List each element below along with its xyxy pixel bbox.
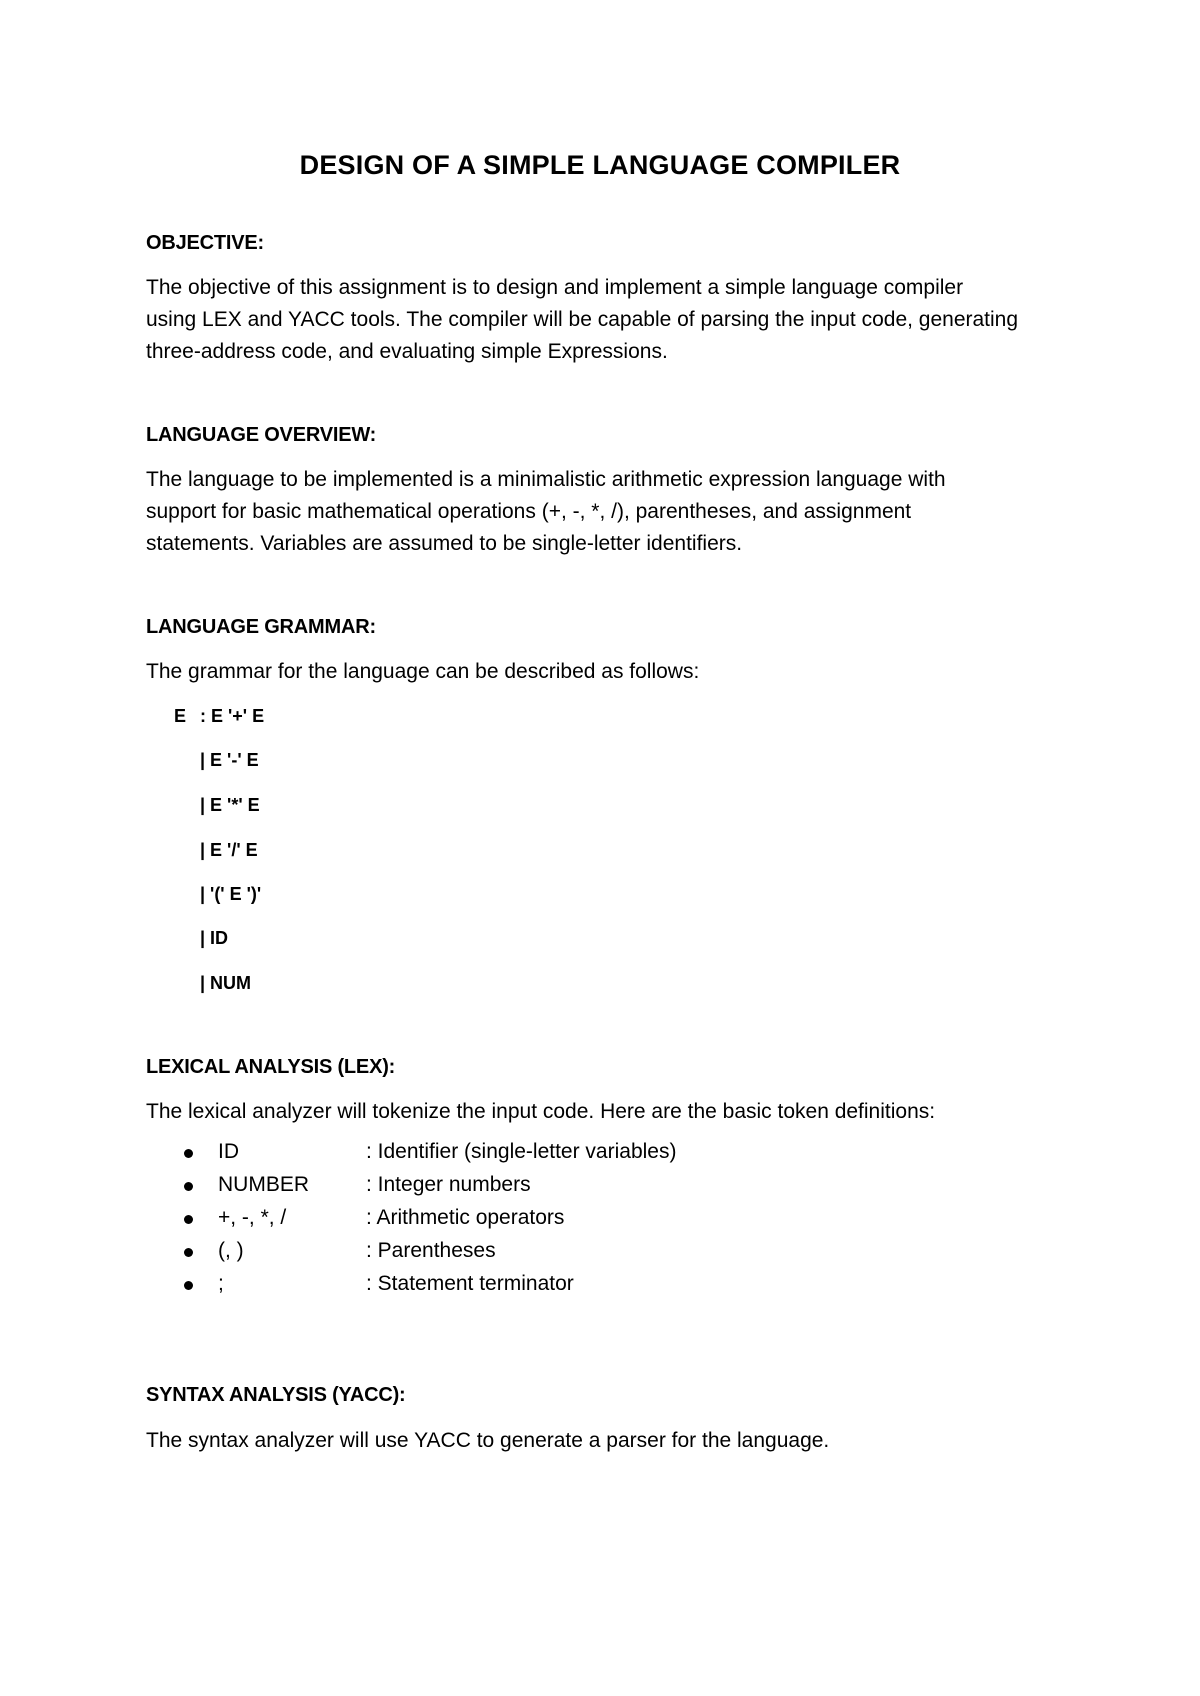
grammar-first-rule: : E '+' E xyxy=(200,706,265,726)
overview-line: The language to be implemented is a minimalistic arithmetic expression language with xyxy=(146,468,946,491)
objective-line: The objective of this assignment is to design and implement a simple language compiler xyxy=(146,276,964,299)
bullet-icon xyxy=(184,1281,193,1290)
overview-line: support for basic mathematical operations (+, -, *, /), parentheses, and assignment xyxy=(146,500,912,523)
token-description: : Identifier (single-letter variables) xyxy=(366,1140,677,1163)
token-description: : Statement terminator xyxy=(366,1272,574,1295)
token-description: : Parentheses xyxy=(366,1239,496,1262)
token-name: +, -, *, / xyxy=(218,1206,287,1229)
objective-line: using LEX and YACC tools. The compiler will be capable of parsing the input code, generating xyxy=(146,308,1019,331)
token-name: ; xyxy=(218,1272,224,1295)
objective-paragraph xyxy=(146,272,1076,368)
grammar-alternative: | '(' E ')' xyxy=(200,884,262,904)
objective-heading: OBJECTIVE: xyxy=(146,232,265,254)
syntax-heading: SYNTAX ANALYSIS (YACC): xyxy=(146,1384,406,1406)
bullet-icon xyxy=(184,1248,193,1257)
document-title: DESIGN OF A SIMPLE LANGUAGE COMPILER xyxy=(299,150,901,180)
lexical-heading: LEXICAL ANALYSIS (LEX): xyxy=(146,1056,396,1078)
syntax-intro: The syntax analyzer will use YACC to generate a parser for the language. xyxy=(146,1429,830,1452)
grammar-lhs: E xyxy=(174,706,187,726)
grammar-alternative: | E '/' E xyxy=(200,840,258,860)
bullet-icon xyxy=(184,1182,193,1191)
grammar-alternative: | E '*' E xyxy=(200,795,260,815)
token-description: : Arithmetic operators xyxy=(366,1206,565,1229)
lexical-intro: The lexical analyzer will tokenize the input code. Here are the basic token definitions: xyxy=(146,1100,936,1123)
objective-line: three-address code, and evaluating simple Expressions. xyxy=(146,340,668,363)
token-description: : Integer numbers xyxy=(366,1173,531,1196)
grammar-alternative: | ID xyxy=(200,928,229,948)
token-name: (, ) xyxy=(218,1239,244,1262)
overview-line: statements. Variables are assumed to be single-letter identifiers. xyxy=(146,532,743,555)
grammar-heading: LANGUAGE GRAMMAR: xyxy=(146,616,376,638)
grammar-alternative: | NUM xyxy=(200,973,252,993)
grammar-alternative: | E '-' E xyxy=(200,750,259,770)
overview-heading: LANGUAGE OVERVIEW: xyxy=(146,424,377,446)
token-name: NUMBER xyxy=(218,1173,310,1196)
bullet-icon xyxy=(184,1149,193,1158)
overview-paragraph xyxy=(146,464,1076,560)
bullet-icon xyxy=(184,1215,193,1224)
grammar-intro: The grammar for the language can be described as follows: xyxy=(146,660,700,683)
token-name: ID xyxy=(218,1140,239,1163)
